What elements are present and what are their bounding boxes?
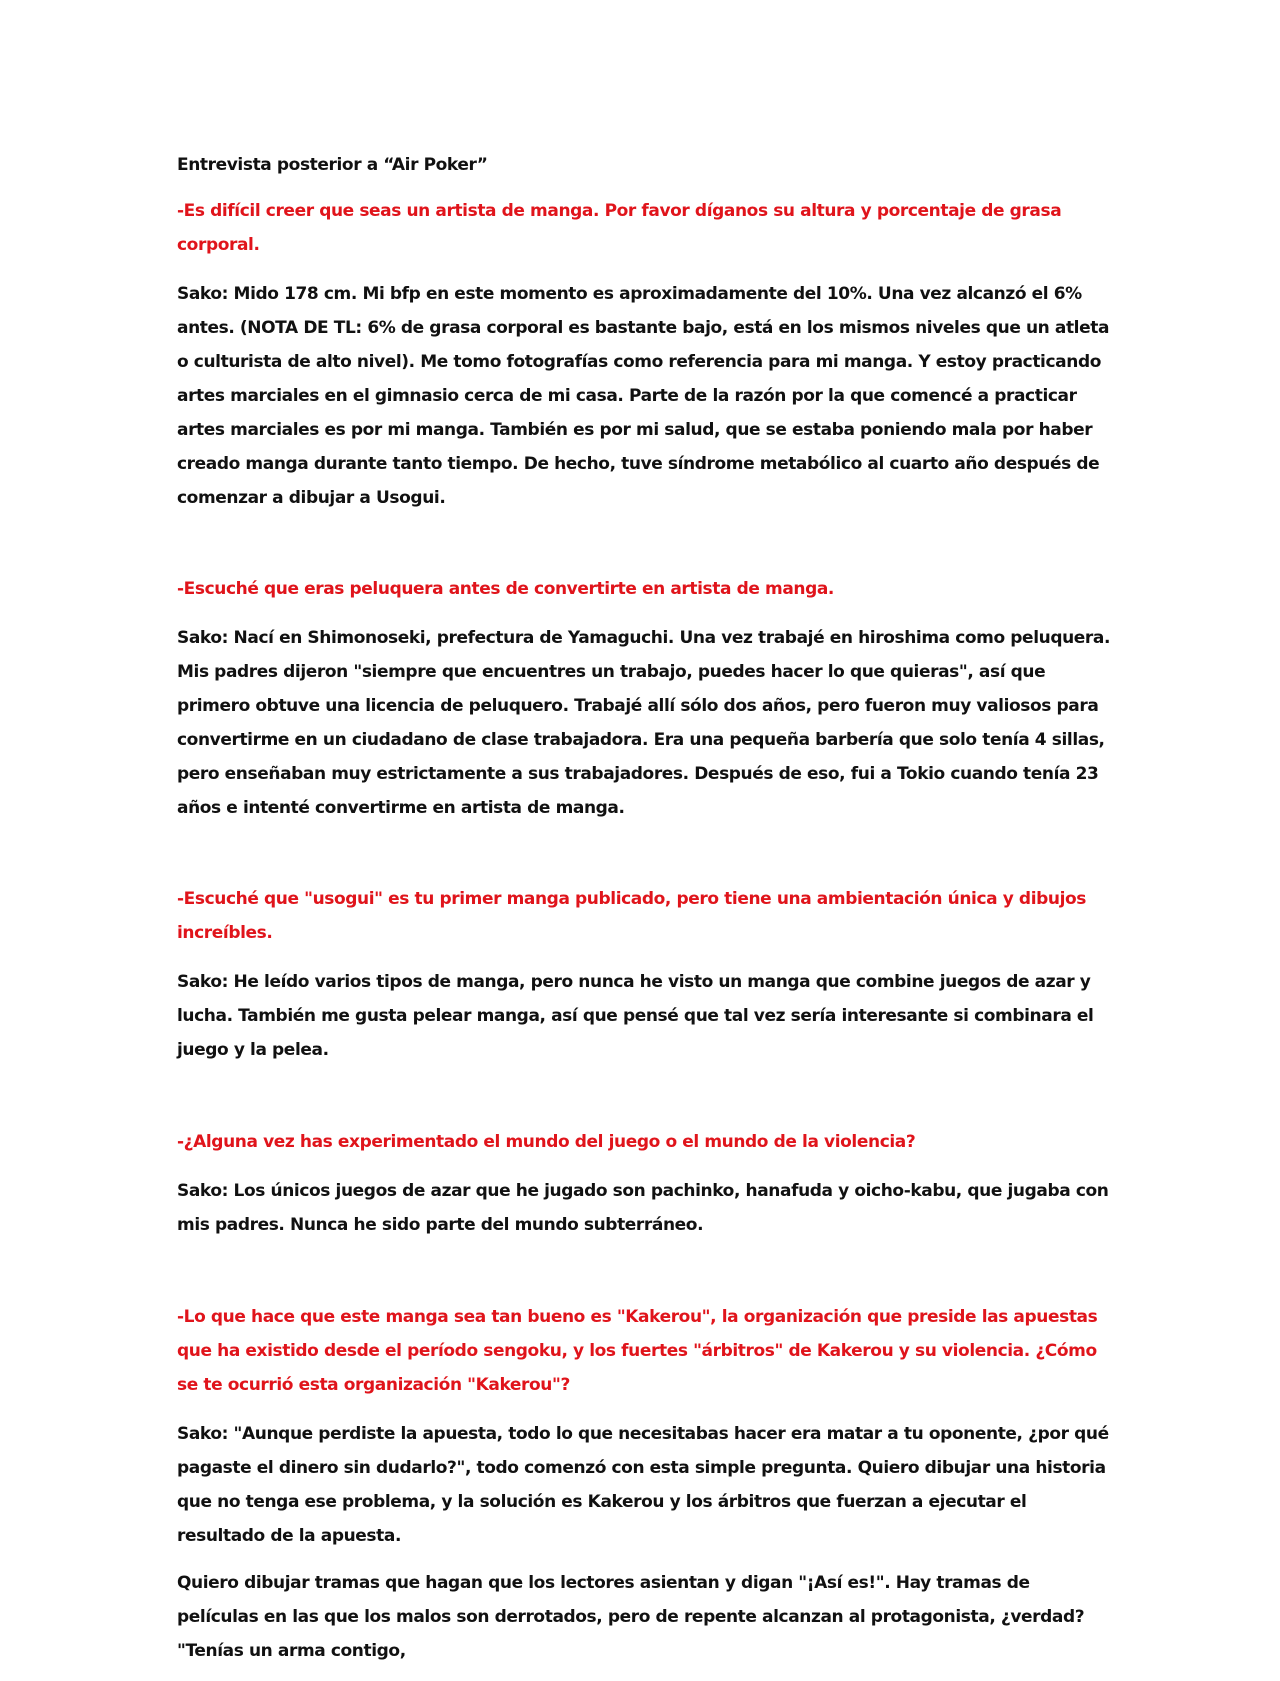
question-5: -Lo que hace que este manga sea tan bueno es "Kakerou", la organización que preside las apuestas que ha existido desde el período sengoku, y los fuertes "árbitros" de Kakerou y su violencia. ¿Cómo se te ocurrió esta organización "Kakerou"? xyxy=(177,1307,1098,1395)
section-gap xyxy=(177,838,1112,882)
document-title: Entrevista posterior a “Air Poker” xyxy=(177,155,488,175)
answer-4: Sako: Los únicos juegos de azar que he jugado son pachinko, hanafuda y oicho-kabu, que jugaba con mis padres. Nunca he sido parte del mundo subterráneo. xyxy=(177,1181,1109,1235)
section-gap xyxy=(177,1255,1112,1300)
question-1: -Es difícil creer que seas un artista de manga. Por favor díganos su altura y porcentaje de grasa corporal. xyxy=(177,201,1062,255)
question-3: -Escuché que "usogui" es tu primer manga publicado, pero tiene una ambientación única y dibujos increíbles. xyxy=(177,889,1087,943)
question-4: -¿Alguna vez has experimentado el mundo del juego o el mundo de la violencia? xyxy=(177,1132,916,1152)
answer-3: Sako: He leído varios tipos de manga, pero nunca he visto un manga que combine juegos de azar y lucha. También me gusta pelear manga, así que pensé que tal vez sería interesante si combinara el juego y la pelea. xyxy=(177,972,1094,1060)
answer-1: Sako: Mido 178 cm. Mi bfp en este momento es aproximadamente del 10%. Una vez alcanzó el 6% antes. (NOTA DE TL: 6% de grasa corporal es bastante bajo, está en los mismos niveles que un atleta o culturista de alto nivel). Me tomo fotografías como referencia para mi manga. Y estoy practicando artes marciales en el gimnasio cerca de mi casa. Parte de la razón por la que comencé a practicar artes marciales es por mi manga. También es por mi salud, que se estaba poniendo mala por haber creado manga durante tanto tiempo. De hecho, tuve síndrome metabólico al cuarto año después de comenzar a dibujar a Usogui. xyxy=(177,284,1110,508)
question-2: -Escuché que eras peluquera antes de convertirte en artista de manga. xyxy=(177,579,834,599)
answer-5-continued: Quiero dibujar tramas que hagan que los lectores asientan y digan "¡Así es!". Hay tramas de películas en las que los malos son derrotados, pero de repente alcanzan al protagonista, ¿verdad? "Tenías un arma contigo, xyxy=(177,1573,1085,1661)
answer-2: Sako: Nací en Shimonoseki, prefectura de Yamaguchi. Una vez trabajé en hiroshima como peluquera. Mis padres dijeron "siempre que encuentres un trabajo, puedes hacer lo que quieras", así que primero obtuve una licencia de peluquero. Trabajé allí sólo dos años, pero fueron muy valiosos para convertirme en un ciudadano de clase trabajadora. Era una pequeña barbería que solo tenía 4 sillas, pero enseñaban muy estrictamente a sus trabajadores. Después de eso, fui a Tokio cuando tenía 23 años e intenté convertirme en artista de manga. xyxy=(177,628,1111,818)
section-gap xyxy=(177,528,1112,572)
section-gap xyxy=(177,1080,1112,1125)
document-page xyxy=(177,148,1112,1681)
answer-5: Sako: "Aunque perdiste la apuesta, todo lo que necesitabas hacer era matar a tu oponente, ¿por qué pagaste el dinero sin dudarlo?", todo comenzó con esta simple pregunta. Quiero dibujar una historia que no tenga ese problema, y la solución es Kakerou y los árbitros que fuerzan a ejecutar el resultado de la apuesta. xyxy=(177,1424,1109,1546)
